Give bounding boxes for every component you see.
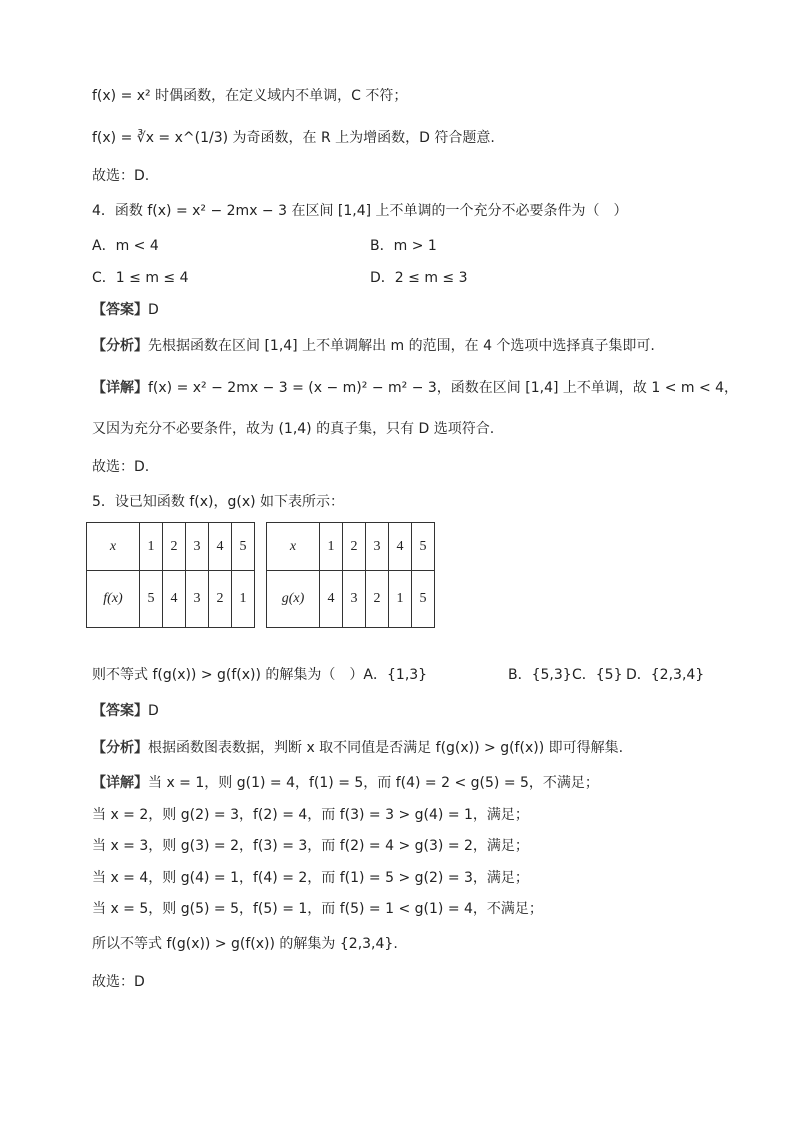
question-5: 5．设已知函数 f(x)，g(x) 如下表所示： [92,494,345,510]
answer-value: D [148,302,159,318]
table-f [86,522,255,628]
table-cell: 1 [232,571,255,628]
table-cell: 3 [186,571,209,628]
table-cell: 1 [140,523,163,571]
table-cell: 5 [140,571,163,628]
detail-5 [92,773,599,793]
select-4: 故选：D. [92,459,150,475]
q5-option-b: B．{5,3} [508,667,572,683]
answer-value: D [148,703,159,719]
analysis-5 [92,738,623,758]
question-4: 4．函数 f(x) = x² − 2mx − 3 在区间 [1,4] 上不单调的一个充分不必要条件为（ ） [92,203,628,219]
analysis-tag: 【分析】 [92,338,148,354]
table-cell: 4 [163,571,186,628]
text-line-2: f(x) = ∛x = x^(1/3) 为奇函数，在 R 上为增函数，D 符合题意. [92,130,495,146]
answer-5 [92,701,159,721]
detail-tag: 【详解】 [92,380,148,396]
q5-inequality: 则不等式 f(g(x)) > g(f(x)) 的解集为（ ）A．{1,3} [92,667,428,683]
table-cell: 3 [186,523,209,571]
table-f-header: x [87,523,140,571]
analysis-tag: 【分析】 [92,740,148,756]
answer-tag: 【答案】 [92,703,148,719]
table-g [266,522,435,628]
analysis-text: 先根据函数在区间 [1,4] 上不单调解出 m 的范围，在 4 个选项中选择真子集即可. [148,338,655,354]
table-cell: 2 [366,571,389,628]
detail-tag: 【详解】 [92,775,148,791]
table-cell: 4 [389,523,412,571]
table-cell: 2 [209,571,232,628]
q4-option-d: D．2 ≤ m ≤ 3 [370,270,468,286]
table-cell: 5 [412,523,435,571]
detail-4b: 又因为充分不必要条件，故为 (1,4) 的真子集，只有 D 选项符合. [92,421,495,437]
q5-option-d: D．{2,3,4} [626,667,705,683]
detail-4 [92,378,738,398]
detail-5-line-5: 当 x = 5，则 g(5) = 5，f(5) = 1，而 f(5) = 1 < g(1) = 4，不满足； [92,901,543,917]
answer-4 [92,300,159,320]
table-cell: 5 [232,523,255,571]
detail-5-line-4: 当 x = 4，则 g(4) = 1，f(4) = 2，而 f(1) = 5 > g(2) = 3，满足； [92,870,529,886]
detail-5-conclusion: 所以不等式 f(g(x)) > g(f(x)) 的解集为 {2,3,4}. [92,936,398,952]
text-line-1: f(x) = x² 时偶函数，在定义域内不单调，C 不符； [92,88,408,104]
table-cell: 2 [343,523,366,571]
q5-option-c: C．{5} [572,667,623,683]
table-cell: 4 [320,571,343,628]
table-cell: 3 [343,571,366,628]
select-5: 故选：D [92,974,145,990]
detail-text: f(x) = x² − 2mx − 3 = (x − m)² − m² − 3，函数在区间 [1,4] 上不单调，故 1 < m < 4， [148,380,739,396]
table-cell: 2 [163,523,186,571]
answer-tag: 【答案】 [92,302,148,318]
detail-5-line-3: 当 x = 3，则 g(3) = 2，f(3) = 3，而 f(2) = 4 > g(3) = 2，满足； [92,838,529,854]
table-cell: 1 [320,523,343,571]
table-cell: 3 [366,523,389,571]
analysis-text: 根据函数图表数据，判断 x 取不同值是否满足 f(g(x)) > g(f(x)) 即可得解集. [148,740,624,756]
analysis-4 [92,336,655,356]
table-cell: 1 [389,571,412,628]
q4-option-a: A．m < 4 [92,238,159,254]
table-cell: 5 [412,571,435,628]
text-line-3: 故选：D. [92,168,150,184]
table-g-header: x [267,523,320,571]
q4-option-c: C．1 ≤ m ≤ 4 [92,270,189,286]
table-cell: 4 [209,523,232,571]
table-g-label: g(x) [267,571,320,628]
table-f-label: f(x) [87,571,140,628]
detail-text: 当 x = 1，则 g(1) = 4，f(1) = 5，而 f(4) = 2 < g(5) = 5，不满足； [148,775,599,791]
q4-option-b: B．m > 1 [370,238,437,254]
detail-5-line-2: 当 x = 2，则 g(2) = 3，f(2) = 4，而 f(3) = 3 > g(4) = 1，满足； [92,807,529,823]
